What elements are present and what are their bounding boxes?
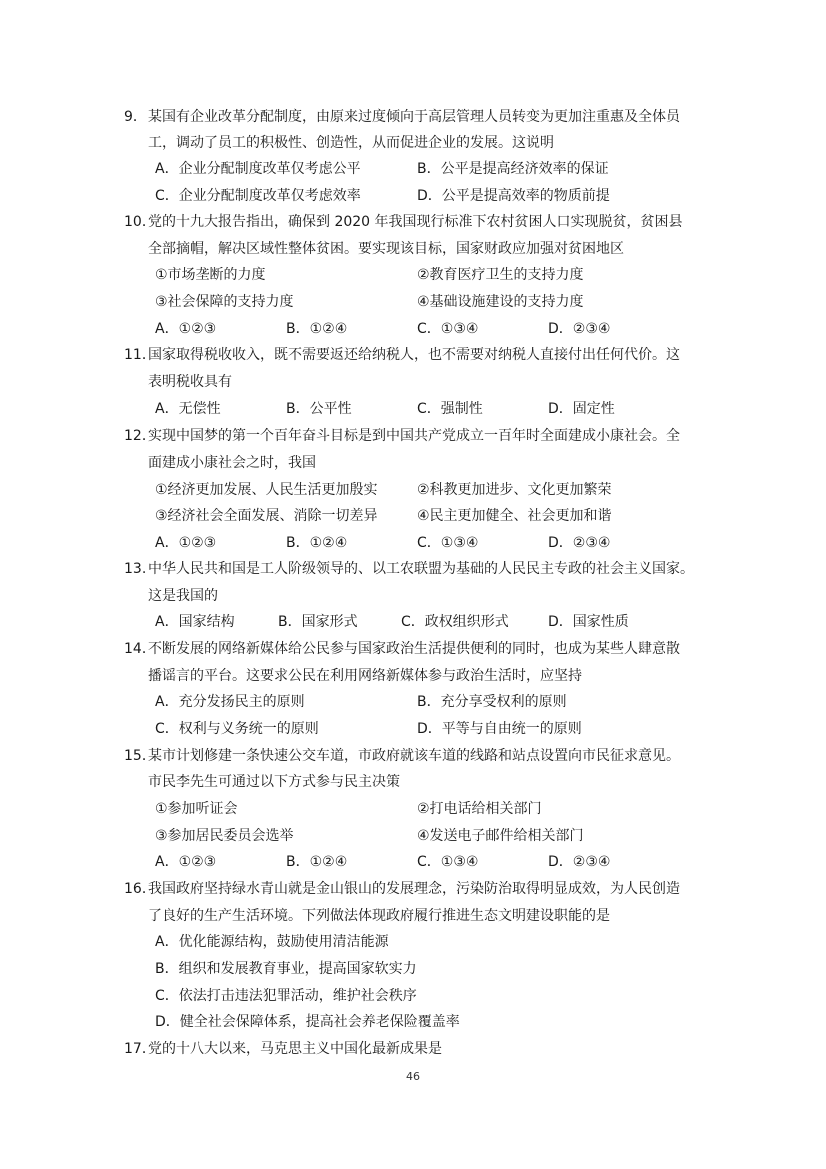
- option-c: C．权利与义务统一的原则: [155, 721, 319, 737]
- question-stem-line: 播谣言的平台。这要求公民在利用网络新媒体参与政治生活时，应坚持: [148, 668, 582, 684]
- option-b: B．公平是提高经济效率的保证: [417, 161, 609, 177]
- question-stem-line: 市民李先生可通过以下方式参与民主决策: [148, 774, 400, 790]
- question-number: 10．: [124, 214, 156, 230]
- option-a: A．国家结构: [155, 614, 235, 630]
- question-stem-line: 全部摘帽，解决区域性整体贫困。要实现该目标，国家财政应加强对贫困地区: [148, 241, 624, 257]
- question-stem-line: 表明税收具有: [148, 374, 232, 390]
- option-c: C．政权组织形式: [401, 614, 509, 630]
- option-b: B．①②④: [286, 535, 348, 551]
- option-b: B．充分享受权利的原则: [417, 694, 567, 710]
- option-c: C．①③④: [417, 854, 479, 870]
- question-stem-line: 不断发展的网络新媒体给公民参与国家政治生活提供便利的同时，也成为某些人肆意散: [148, 641, 680, 657]
- option-d: D．平等与自由统一的原则: [417, 721, 582, 737]
- statement-item: ④基础设施建设的支持力度: [417, 294, 584, 310]
- option-a: A．企业分配制度改革仅考虑公平: [155, 161, 361, 177]
- option-c: C．强制性: [417, 401, 483, 417]
- question-stem-line: 实现中国梦的第一个百年奋斗目标是到中国共产党成立一百年时全面建成小康社会。全: [148, 428, 680, 444]
- option-a: A．优化能源结构，鼓励使用清洁能源: [155, 934, 389, 950]
- option-b: B．组织和发展教育事业，提高国家软实力: [155, 961, 417, 977]
- question-stem-line: 国家取得税收收入，既不需要返还给纳税人，也不需要对纳税人直接付出任何代价。这: [148, 347, 680, 363]
- question-stem-line: 中华人民共和国是工人阶级领导的、以工农联盟为基础的人民民主专政的社会主义国家。: [148, 561, 694, 577]
- statement-item: ④民主更加健全、社会更加和谐: [417, 508, 612, 524]
- statement-item: ②科教更加进步、文化更加繁荣: [417, 482, 612, 498]
- question-stem-line: 某国有企业改革分配制度，由原来过度倾向于高层管理人员转变为更加注重惠及全体员: [148, 109, 680, 125]
- option-a: A．①②③: [155, 535, 217, 551]
- statement-item: ①市场垄断的力度: [155, 267, 266, 283]
- statement-item: ③社会保障的支持力度: [155, 294, 294, 310]
- question-number: 15．: [124, 748, 156, 764]
- statement-item: ③经济社会全面发展、消除一切差异: [155, 508, 378, 524]
- question-stem-line: 党的十八大以来，马克思主义中国化最新成果是: [148, 1041, 442, 1057]
- option-a: A．无偿性: [155, 401, 221, 417]
- question-stem-line: 了良好的生产生活环境。下列做法体现政府履行推进生态文明建设职能的是: [148, 908, 610, 924]
- option-d: D．健全社会保障体系，提高社会养老保险覆盖率: [155, 1014, 460, 1030]
- option-d: D．公平是提高效率的物质前提: [417, 188, 610, 204]
- question-number: 16．: [124, 881, 156, 897]
- option-b: B．国家形式: [278, 614, 358, 630]
- option-a: A．充分发扬民主的原则: [155, 694, 305, 710]
- option-b: B．公平性: [286, 401, 352, 417]
- option-c: C．①③④: [417, 535, 479, 551]
- statement-item: ①经济更加发展、人民生活更加殷实: [155, 482, 378, 498]
- question-stem-line: 党的十九大报告指出，确保到 2020 年我国现行标准下农村贫困人口实现脱贫，贫困县: [148, 214, 683, 230]
- question-number: 13.: [124, 561, 147, 577]
- question-stem-line: 某市计划修建一条快速公交车道，市政府就该车道的线路和站点设置向市民征求意见。: [148, 748, 680, 764]
- option-d: D．②③④: [548, 321, 611, 337]
- option-d: D．国家性质: [548, 614, 629, 630]
- question-stem-line: 这是我国的: [148, 588, 218, 604]
- question-number: 12．: [124, 428, 156, 444]
- option-d: D．②③④: [548, 535, 611, 551]
- question-number: 11．: [124, 347, 156, 363]
- question-number: 17．: [124, 1041, 156, 1057]
- option-a: A．①②③: [155, 321, 217, 337]
- question-number: 9．: [124, 109, 147, 125]
- option-a: A．①②③: [155, 854, 217, 870]
- statement-item: ②打电话给相关部门: [417, 801, 542, 817]
- question-stem-line: 我国政府坚持绿水青山就是金山银山的发展理念，污染防治取得明显成效，为人民创造: [148, 881, 680, 897]
- page-number: 46: [406, 1070, 420, 1083]
- question-number: 14．: [124, 641, 156, 657]
- statement-item: ④发送电子邮件给相关部门: [417, 828, 584, 844]
- question-stem-line: 面建成小康社会之时，我国: [148, 455, 316, 471]
- option-c: C．企业分配制度改革仅考虑效率: [155, 188, 361, 204]
- statement-item: ②教育医疗卫生的支持力度: [417, 267, 584, 283]
- option-d: D．固定性: [548, 401, 615, 417]
- option-c: C．①③④: [417, 321, 479, 337]
- question-stem-line: 工，调动了员工的积极性、创造性，从而促进企业的发展。这说明: [148, 135, 554, 151]
- statement-item: ①参加听证会: [155, 801, 238, 817]
- option-b: B．①②④: [286, 321, 348, 337]
- option-c: C．依法打击违法犯罪活动，维护社会秩序: [155, 988, 417, 1004]
- option-b: B．①②④: [286, 854, 348, 870]
- statement-item: ③参加居民委员会选举: [155, 828, 294, 844]
- option-d: D．②③④: [548, 854, 611, 870]
